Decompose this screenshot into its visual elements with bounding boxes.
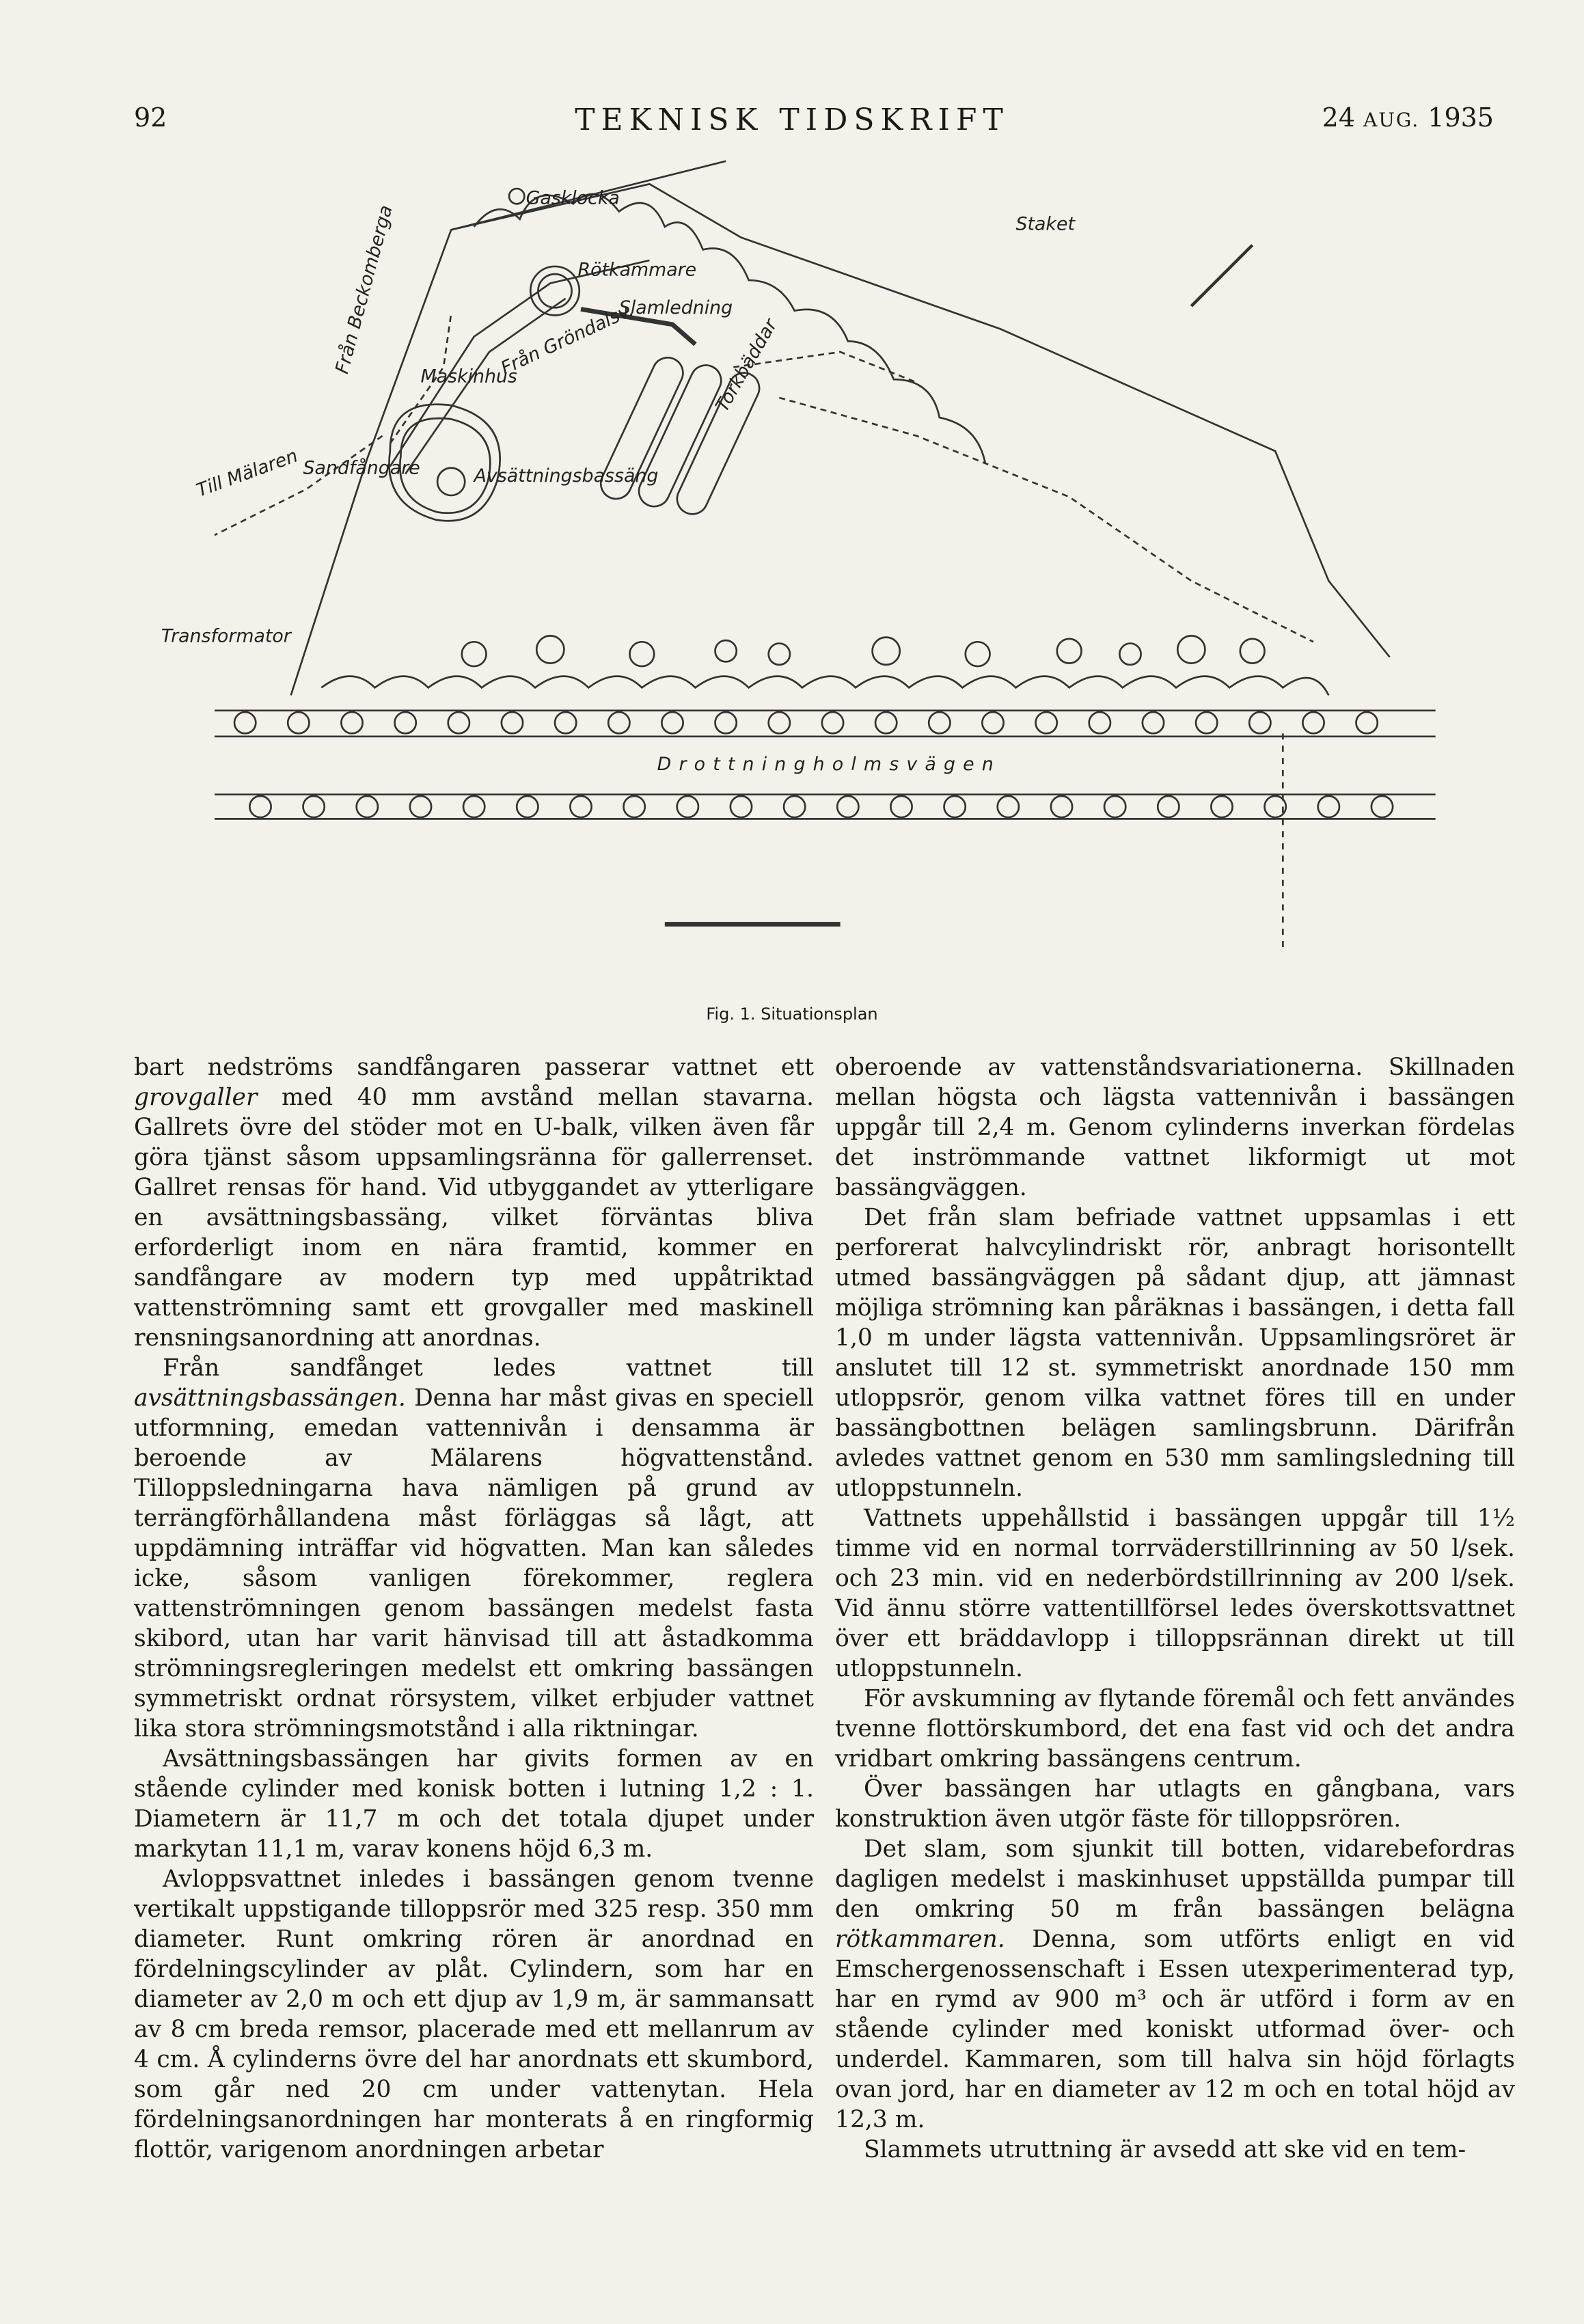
journal-title: TEKNISK TIDSKRIFT [575,102,1009,137]
page-number: 92 [134,102,167,133]
label-road: Drottningholmsvägen [657,753,1001,775]
emphasis-text: rötkammaren. [835,1926,1005,1953]
label-fran-beckomberga: Från Beckomberga [331,203,397,377]
label-torkbaddar: Torkbäddar [711,315,782,415]
property-boundary [291,184,1390,695]
text-run: Från sandfånget ledes vattnet till [163,1354,814,1382]
site-plan-figure [123,147,1497,1015]
paragraph [835,1834,1515,2135]
text-run: Vattnets uppehållstid i bassängen uppgår till 1½ timme vid en normal torrväderstillrinning av 50 l/sek. och 23 min. vid en nederbördstillrinning av 200 l/sek. Vid ännu större vattentillförsel ledes överskottsvattnet över ett bräddavlopp i tilloppsrännan direkt ut till utloppstunneln. [835,1505,1515,1682]
paragraph [835,1684,1515,1774]
sedimentation-basin [437,468,465,495]
text-run: med 40 mm avstånd mellan stavarna. Gallrets övre del stöder mot en U-balk, vilken även får göra tjänst såsom uppsamlingsränna för gallerrenset. Gallret rensas för hand. Vid utbyggandet av ytterligare en avsättningsbassäng, vilket förväntas bliva erforderligt inom en nära framtid, kommer en sandfångare av modern typ med uppåtriktad vattenströmning samt ett grovgaller med maskinell rensningsanordning att anordnas. [134,1084,814,1352]
north-arrow [1191,245,1252,306]
date-year: 1935 [1428,102,1494,133]
paragraph [134,1353,814,1744]
label-avsattningsbassang: Avsättningsbassäng [474,465,659,487]
right-column [835,1052,1515,2165]
tree-line-lower [321,676,1328,696]
paragraph [835,1774,1515,1834]
label-gasklocka: Gasklocka [525,187,620,209]
label-sandfangare: Sandfångare [303,457,420,479]
gas-holder [509,189,524,204]
site-plan-drawing [123,147,1497,1015]
text-run: Slammets utruttning är avsedd att ske vid en tem- [864,2136,1466,2163]
tree-line-top [474,194,985,463]
figure-caption: Fig. 1. Situationsplan [706,1004,878,1024]
paragraph [835,2135,1515,2165]
text-run: För avskumning av flytande föremål och fett användes tvenne flottörskumbord, det ena fast vid och det andra vridbart omkring bassängens centrum. [835,1685,1515,1773]
label-fran-grondal: Från Gröndalsv. [497,299,638,379]
label-rotkammare: Rötkammare [577,259,697,281]
paragraph [134,1864,814,2165]
paragraph [835,1052,1515,1203]
date-day: 24 [1322,102,1355,133]
issue-date [1322,102,1494,133]
paragraph [134,1744,814,1864]
text-run: Det från slam befriade vattnet uppsamlas i ett perforerat halvcylindriskt rör, anbragt horisontellt utmed bassängväggen på sådant djup, att jämnast möjliga strömning kan påräknas i bassängen, i detta fall 1,0 m under lägsta vattennivån. Uppsamlingsröret är anslutet till 12 st. symmetriskt anordnade 150 mm utloppsrör, genom vilka vattnet föres till en under bassängbottnen belägen samlingsbrunn. Därifrån avledes vattnet genom en 530 mm samlingsledning till utloppstunneln. [835,1204,1515,1502]
text-run: Avsättningsbassängen har givits formen av en stående cylinder med konisk botten i lutning 1,2 : 1. Diametern är 11,7 m och det totala djupet under markytan 11,1 m, varav konens höjd 6,3 m. [134,1745,814,1863]
text-run: Över bassängen har utlagts en gångbana, vars konstruktion även utgör fäste för tilloppsrören. [835,1775,1515,1833]
emphasis-text: avsättningsbassängen. [134,1384,406,1412]
label-till-malaren: Till Mälaren [193,445,301,502]
label-slamledning: Slamledning [618,297,733,319]
label-transformator: Transformator [161,625,291,647]
paragraph [835,1503,1515,1684]
running-header [0,102,1584,143]
left-column [134,1052,814,2165]
label-maskinhus: Maskinhus [420,366,517,387]
label-staket: Staket [1015,213,1075,235]
emphasis-text: grovgaller [134,1084,258,1111]
text-run: Det slam, som sjunkit till botten, vidarebefordras dagligen medelst i maskinhuset uppställda pumpar till den omkring 50 m från bassängen belägna [835,1835,1515,1923]
text-run: Denna, som utförts enligt en vid Emschergenossenschaft i Essen utexperimenterad typ, har en rymd av 900 m³ och är utförd i form av en stående cylinder med koniskt utformad över- och underdel. Kammaren, som till halva sin höjd förlagts ovan jord, har en diameter av 12 m och en total höjd av 12,3 m. [835,1926,1515,2133]
text-run: Avloppsvattnet inledes i bassängen genom tvenne vertikalt uppstigande tilloppsrör med 325 resp. 350 mm diameter. Runt omkring rören är anordnad en fördelningscylinder av plåt. Cylindern, som har en diameter av 2,0 m och ett djup av 1,9 m, är sammansatt av 8 cm breda remsor, placerade med ett mellanrum av 4 cm. Å cylinderns övre del har anordnats ett skumbord, som går ned 20 cm under vattenytan. Hela fördelningsanordningen har monterats å en ringformig flottör, varigenom anordningen arbetar [134,1865,814,2163]
avenue-trees [234,635,1393,817]
text-run: Denna har måst givas en speciell utformning, emedan vattennivån i densamma är beroende av Mälarens högvattenstånd. Tilloppsledningarna hava nämligen på grund av terrängförhållandena måst förläggas så lågt, att uppdämning inträffar vid högvatten. Man kan således icke, såsom vanligen förekommer, reglera vattenströmningen genom bassängen medelst fasta skibord, utan har varit hänvisad till att åstadkomma strömningsregleringen medelst ett omkring bassängen symmetriskt ordnat rörsystem, vilket erbjuder vattnet lika stora strömningsmotstånd i alla riktningar. [134,1384,814,1742]
paragraph [835,1203,1515,1503]
paragraph [134,1052,814,1353]
text-run: oberoende av vattenståndsvariationerna. Skillnaden mellan högsta och lägsta vattennivån i bassängen uppgår till 2,4 m. Genom cylinderns inverkan fördelas det inströmmande vattnet likformigt ut mot bassängväggen. [835,1054,1515,1201]
text-run: bart nedströms sandfångaren passerar vattnet ett [134,1054,814,1081]
date-month: AUG. [1363,109,1420,131]
